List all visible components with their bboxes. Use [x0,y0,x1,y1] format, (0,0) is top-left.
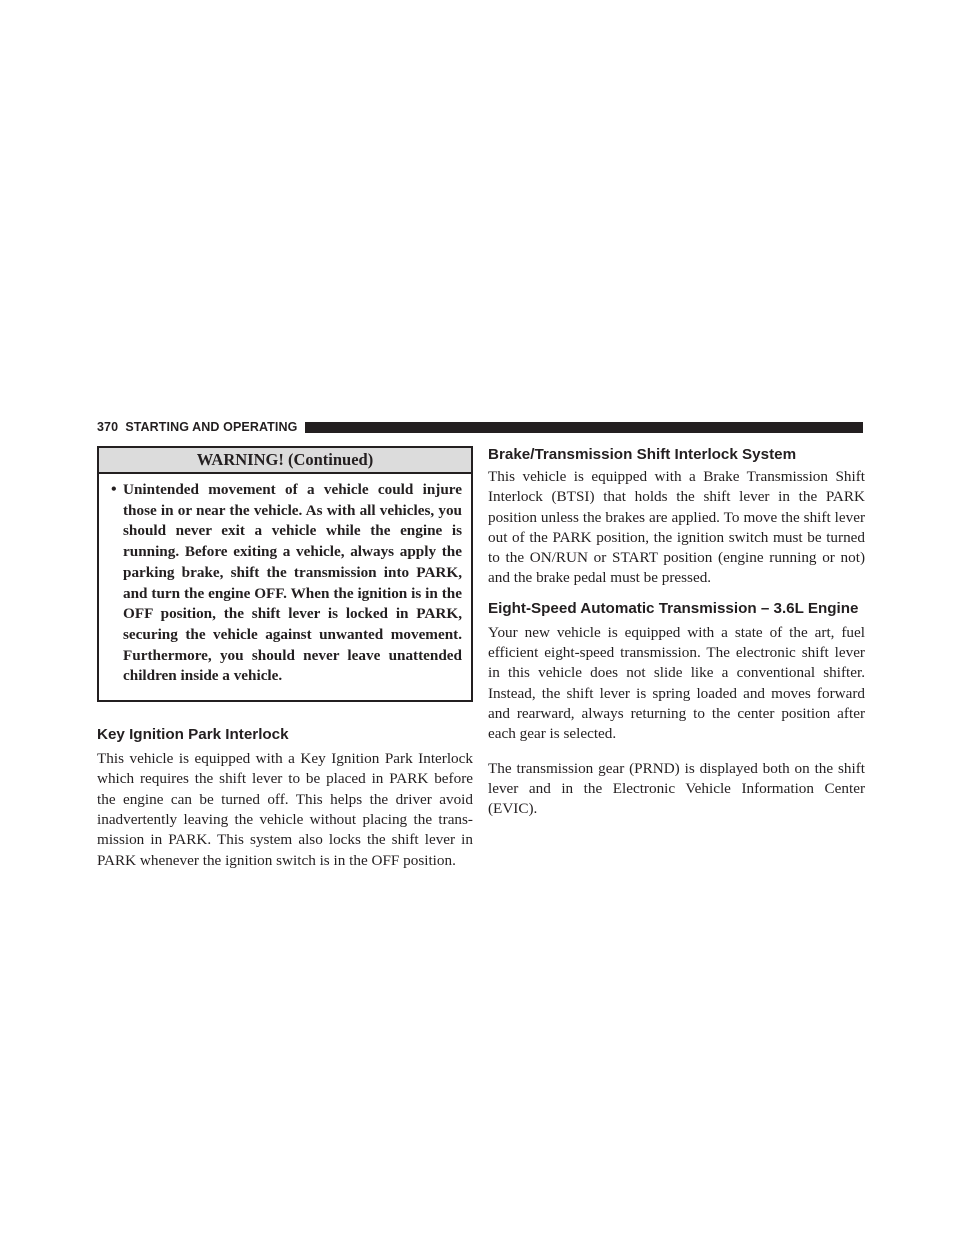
warning-body [99,474,471,700]
btsi-paragraph: This vehicle is equipped with a Brake Transmission Shift Interlock (BTSI) that holds the shift lever in the PARK position unless the brakes are applied. To move the shift lever out of the PARK position, the ignition switch must be turned to the ON/RUN or START position (engine running or not) and the brake pedal must be pressed. [488,468,865,587]
key-ignition-heading: Key Ignition Park Interlock [97,726,289,744]
page-number: 370 [97,420,119,434]
eight-speed-heading: Eight-Speed Automatic Transmission – 3.6L Engine [488,599,859,617]
eight-speed-paragraph-1: Your new vehicle is equipped with a state of the art, fuel efficient eight-speed transmission. The electronic shift lever in this vehicle does not slide like a conventional shifter. Instead, the shift lever is spring loaded and moves forward and rearward, always returning to the center position after each gear is selected. [488,623,865,743]
page-header-label [97,420,297,434]
warning-title: WARNING! (Continued) [99,448,471,474]
left-column [97,446,473,871]
warning-text: Unintended movement of a vehicle could injure those in or near the vehicle. As with all vehicles, you should never exit a vehicle while the engine is running. Before exiting a vehicle, always apply the parking brake, shift the transmission into PARK, and turn the engine OFF. When the ignition is in the OFF position, the shift lever is locked in PARK, securing the vehicle against unwanted movement. Furthermore, you should never leave unattended children inside a vehicle. [123,481,462,685]
header-rule [305,422,863,433]
warning-box [97,446,473,702]
key-ignition-paragraph: This vehicle is equipped with a Key Ignition Park Interlock which requires the shift lever to be placed in PARK before the engine can be turned off. This helps the driver avoid inadvertently leaving the vehicle without placing the trans-mission in PARK. This system also locks the shift lever in PARK whenever the ignition switch is in the OFF position. [97,750,473,869]
eight-speed-paragraph-2: The transmission gear (PRND) is displayed both on the shift lever and in the Electronic Vehicle Information Center (EVIC). [488,759,865,818]
right-column [488,446,865,819]
btsi-heading: Brake/Transmission Shift Interlock System [488,446,797,463]
section-title: STARTING AND OPERATING [125,420,298,434]
page-header [97,419,863,435]
bullet-icon: • [111,481,117,498]
